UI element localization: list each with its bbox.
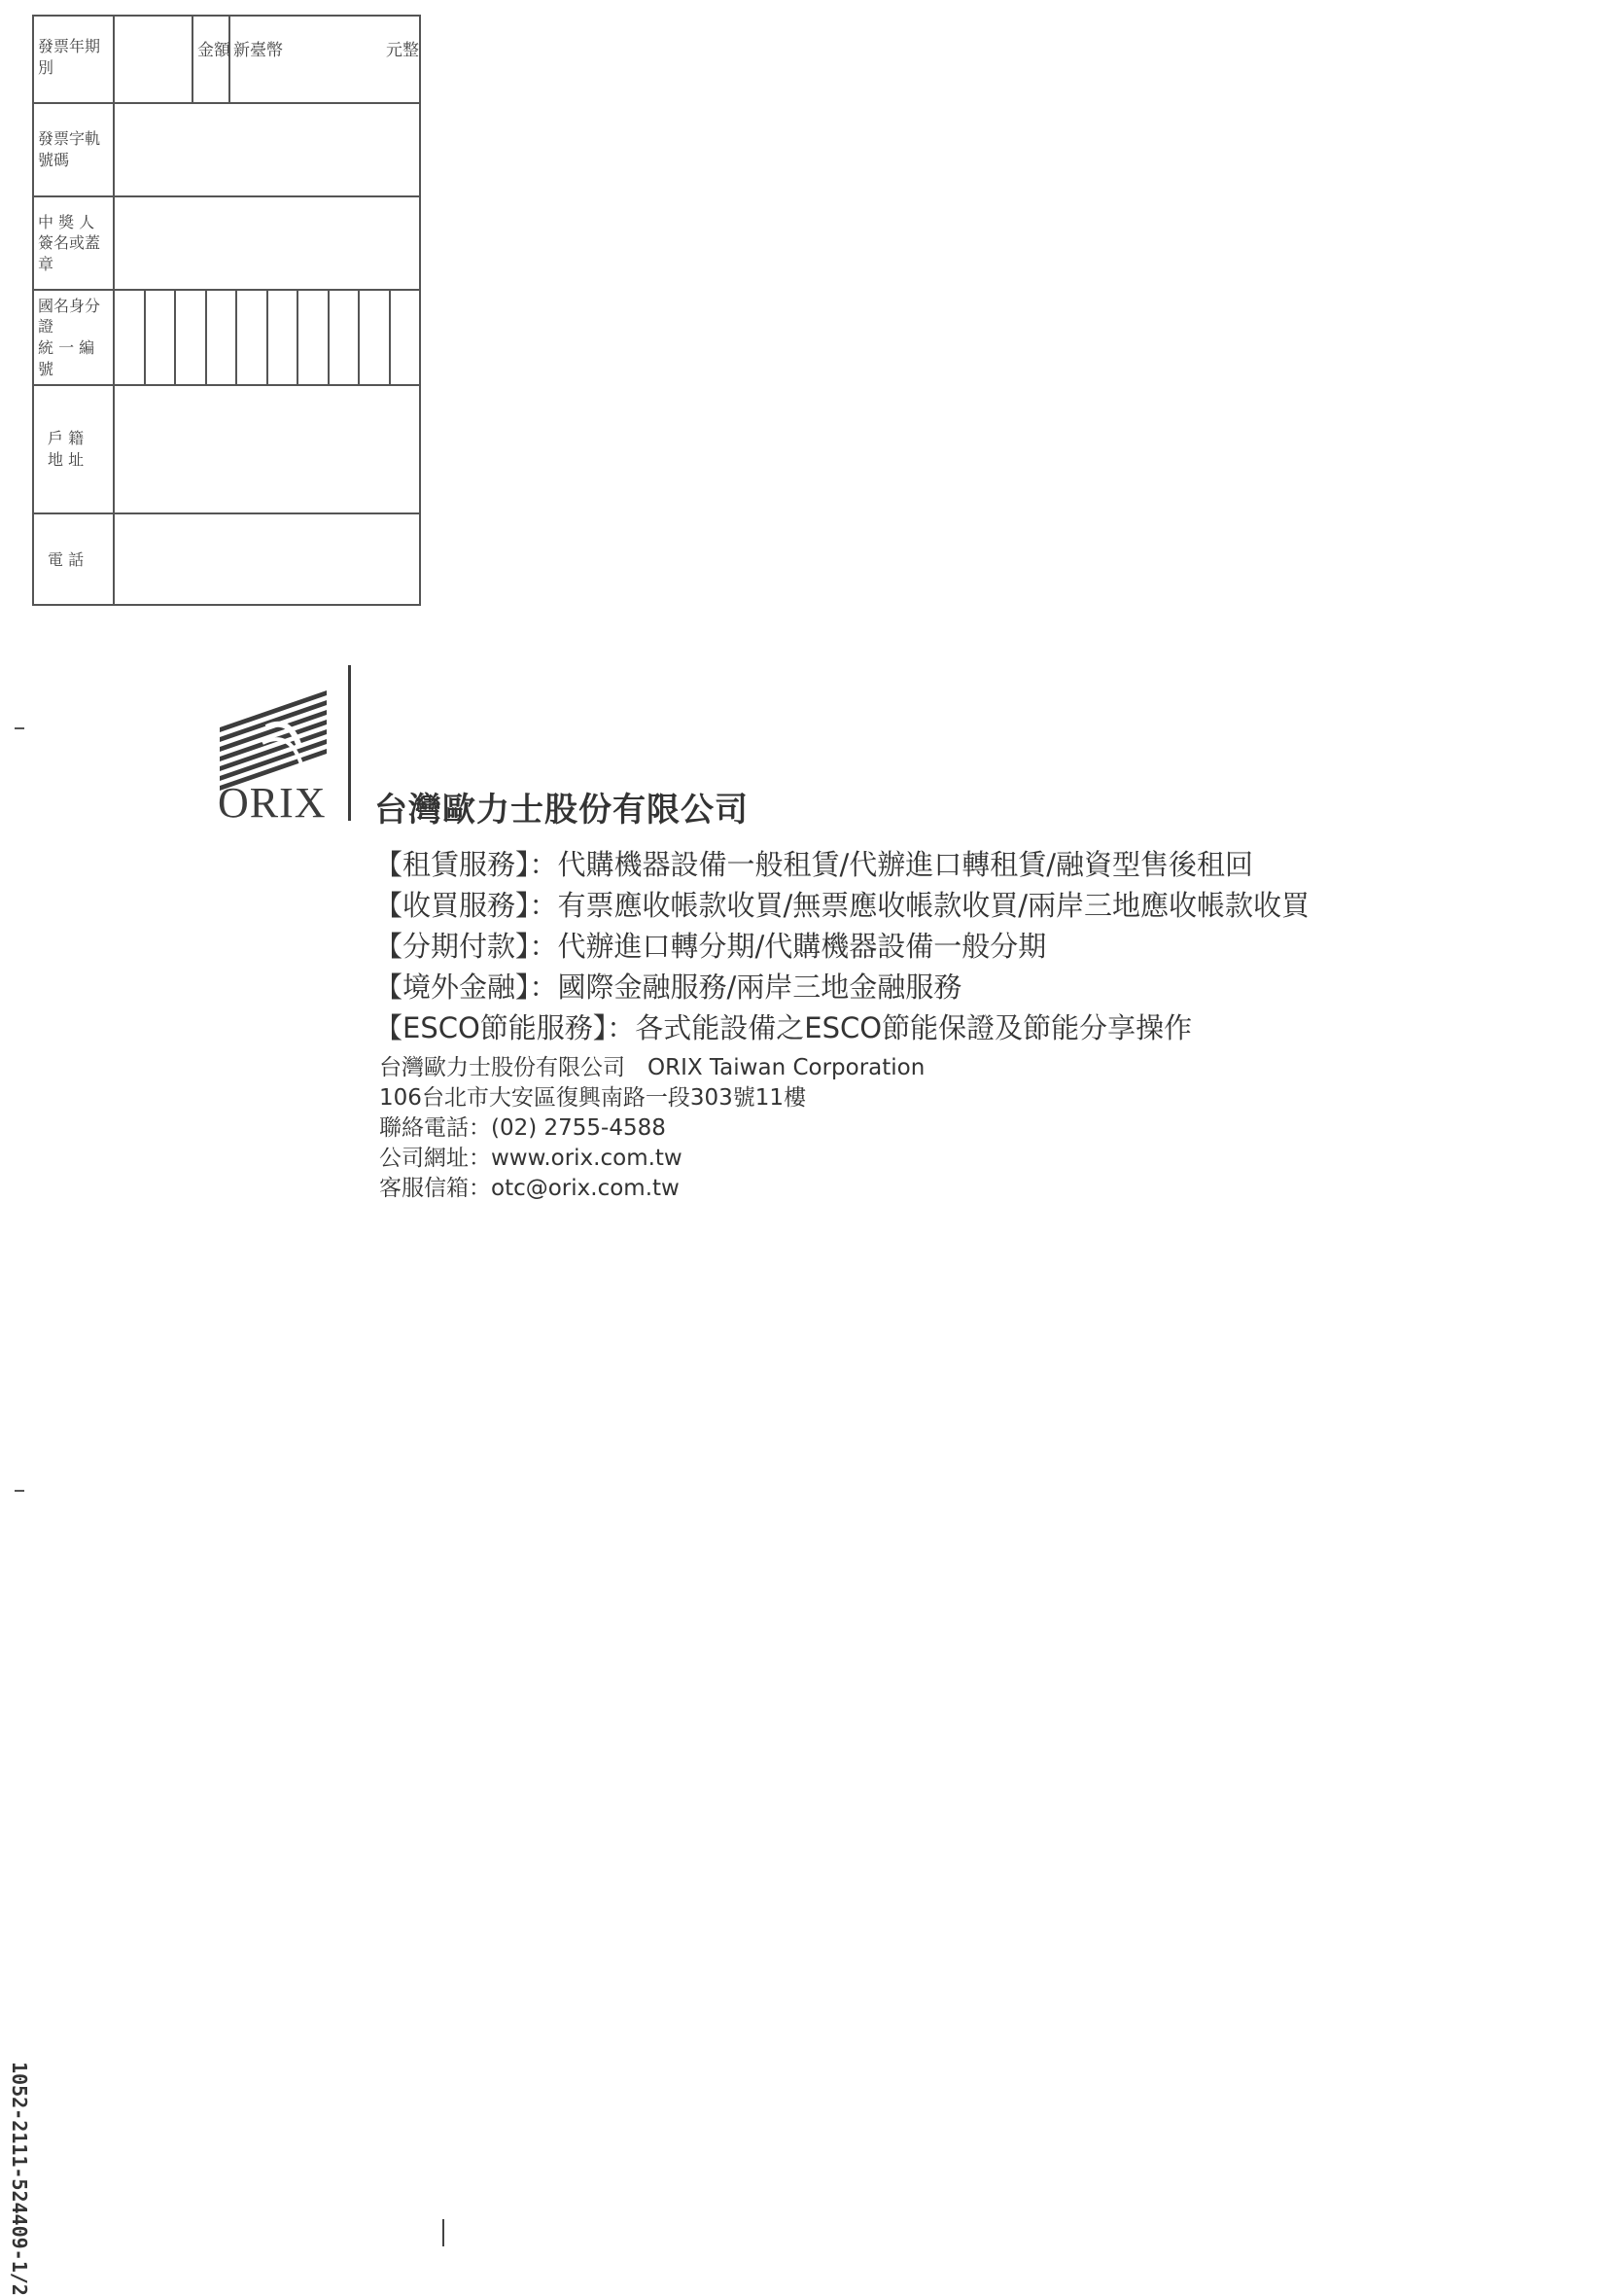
invoice-number-label: 發票字軌號碼 <box>34 104 115 195</box>
contact-email[interactable]: 客服信箱：otc@orix.com.tw <box>379 1176 680 1201</box>
contact-website[interactable]: 公司網址：www.orix.com.tw <box>379 1146 682 1171</box>
service-esco: 【ESCO節能服務】：各式能設備之ESCO節能保證及節能分享操作 <box>374 1011 1193 1044</box>
invoice-period-label: 發票年期別 <box>34 17 115 102</box>
side-document-code: 1052-2111-524409-1/2 <box>8 2062 31 2296</box>
company-name: 台灣歐力士股份有限公司 <box>374 791 749 830</box>
service-leasing: 【租賃服務】：代購機器設備一般租賃/代辦進口轉租賃/融資型售後租回 <box>374 848 1254 881</box>
id-box <box>176 291 207 384</box>
winner-signature-label: 中 獎 人 簽名或蓋章 <box>34 197 115 289</box>
amount-suffix: 元整 <box>386 41 419 60</box>
phone-label: 電 話 <box>34 514 115 606</box>
id-box <box>298 291 330 384</box>
amount-label: 金額 <box>197 41 230 60</box>
id-box <box>391 291 420 384</box>
invoice-number-row <box>34 104 419 197</box>
fold-mark <box>15 727 24 729</box>
id-box <box>115 291 146 384</box>
services-list <box>374 844 1463 1048</box>
logo-divider <box>348 665 351 821</box>
service-factoring: 【收買服務】：有票應收帳款收買/無票應收帳款收買/兩岸三地應收帳款收買 <box>374 889 1311 922</box>
id-box <box>237 291 268 384</box>
contact-block <box>379 1053 925 1204</box>
id-number-boxes <box>115 291 419 384</box>
address-row <box>34 386 419 514</box>
phone-row <box>34 514 419 606</box>
fold-mark <box>15 1490 24 1492</box>
winner-signature-row <box>34 197 419 291</box>
currency-label: 新臺幣 <box>233 41 283 60</box>
orix-logo-text: ORIX <box>218 779 327 827</box>
receipt-form <box>32 15 421 606</box>
divider-line <box>192 17 193 102</box>
invoice-period-row <box>34 17 419 104</box>
service-offshore-finance: 【境外金融】：國際金融服務/兩岸三地金融服務 <box>374 971 962 1004</box>
contact-phone: 聯絡電話：(02) 2755-4588 <box>379 1115 666 1141</box>
contact-address: 106台北市大安區復興南路一段303號11樓 <box>379 1085 807 1111</box>
id-box <box>360 291 391 384</box>
id-box <box>268 291 299 384</box>
id-box <box>207 291 238 384</box>
service-installment: 【分期付款】：代辦進口轉分期/代購機器設備一般分期 <box>374 930 1047 963</box>
id-box <box>330 291 361 384</box>
address-label: 戶 籍 地 址 <box>34 386 115 512</box>
id-number-row <box>34 291 419 386</box>
id-box <box>146 291 177 384</box>
id-number-label: 國名身分證 統 一 編 號 <box>34 291 115 384</box>
bottom-mark <box>442 2219 444 2246</box>
contact-company: 台灣歐力士股份有限公司 ORIX Taiwan Corporation <box>379 1055 926 1080</box>
